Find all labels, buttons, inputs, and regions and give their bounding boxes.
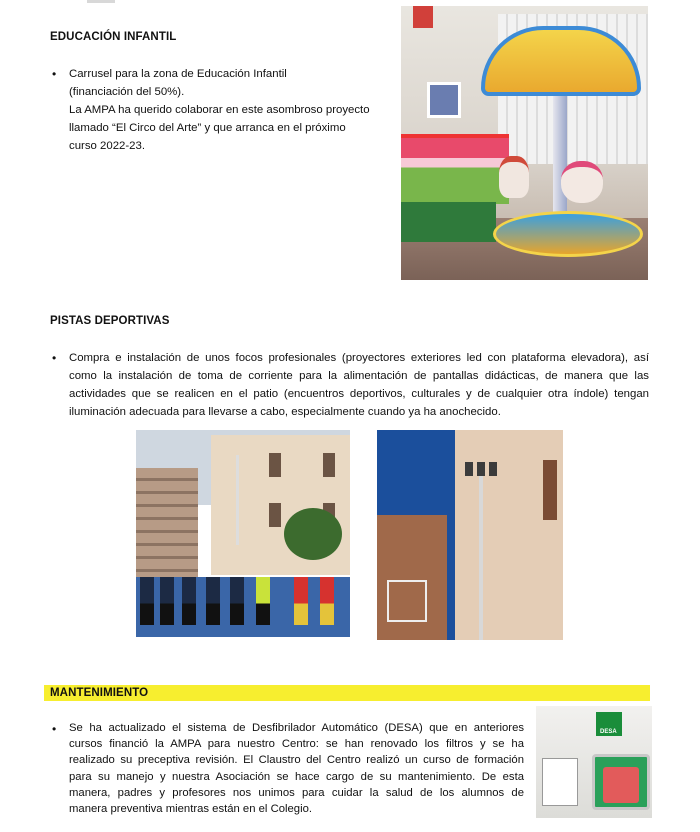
bullet-dot: •: [52, 722, 57, 736]
text-line: (financiación del 50%).: [69, 86, 185, 98]
text-line: realizado su preceptiva revisión. El Claustro del Centro realizó un curso de formación: [69, 754, 524, 767]
text-line: manera preventiva mientras están en el Colegio.: [69, 803, 313, 816]
text-line: Compra e instalación de unos focos profesionales (proyectores exteriores led con plataforma elevadora), así: [69, 352, 649, 364]
mantenimiento-paragraph: [69, 720, 524, 817]
text-line: La AMPA ha querido colaborar en este asombroso proyecto: [69, 104, 370, 116]
text-line: Se ha actualizado el sistema de Desfibrilador Automático (DESA) que en anteriores: [69, 722, 524, 734]
heading-educacion-infantil: EDUCACIÓN INFANTIL: [50, 31, 177, 43]
heading-mantenimiento: MANTENIMIENTO: [50, 687, 149, 699]
desa-sign: DESA: [596, 712, 622, 736]
infantil-paragraph: [69, 65, 399, 155]
floodlights-photo: [377, 430, 563, 640]
bullet-dot: •: [52, 67, 57, 81]
heading-pistas-deportivas: PISTAS DEPORTIVAS: [50, 315, 170, 327]
text-line: cursos financió la AMPA para nuestro Centro: se han renovado los filtros y se ha: [69, 738, 524, 751]
text-line: curso 2022-23.: [69, 140, 145, 152]
text-line: iluminación adecuada para llevarse a cabo, especialmente cuando ya ha anochecido.: [69, 406, 501, 418]
text-line: llamado “El Circo del Arte” y que arranca en el próximo: [69, 122, 346, 134]
desa-defibrillator-photo: [536, 706, 652, 818]
bullet-dot: •: [52, 351, 57, 365]
pistas-paragraph: [69, 349, 649, 421]
text-line: actividades que se realicen en el patio (encuentros deportivos, culturales y de cualquier otra índole) tengan: [69, 388, 649, 400]
text-line: manera, padres y profesores nos unimos para cuidar la salud de los alumnos de: [69, 786, 524, 799]
text-line: para su manejo y nuestra Asociación se hace cargo de su mantenimiento. De esta: [69, 770, 524, 783]
carousel-photo: [401, 6, 648, 280]
text-line: como la instalación de toma de corriente para la alimentación de pantallas didácticas, de manera que las: [69, 370, 649, 382]
text-line: Carrusel para la zona de Educación Infantil: [69, 68, 287, 80]
football-team-photo: [136, 430, 350, 637]
top-edge-artifact: [87, 0, 115, 3]
